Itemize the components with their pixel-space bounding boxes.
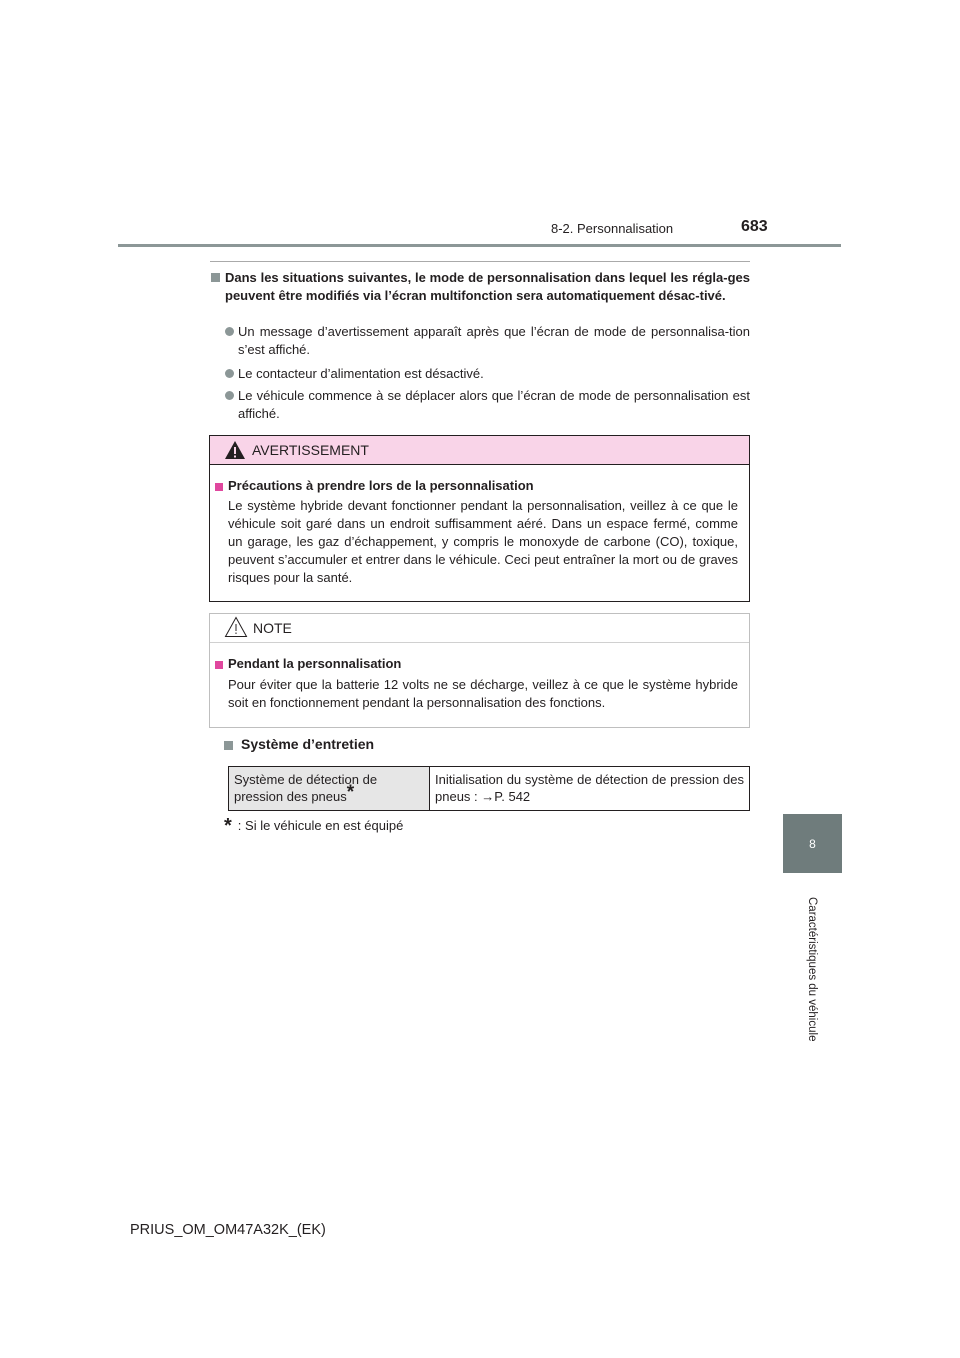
table-cell-label (229, 767, 430, 811)
warning-body: Le système hybride devant fonctionner pendant la personnalisation, veillez à ce que le véhicule soit garé dans un endroit suffisamment aéré. Dans un espace fermé, comme un garage, les gaz d’échappement, y compris le monoxyde de carbone (CO), toxique, peuvent s’accumuler et entrer dans le véhicule. Ceci peut entraîner la mort ou de graves risques pour la santé. (228, 498, 738, 585)
round-bullet-icon (225, 391, 234, 400)
page-number: 683 (741, 218, 768, 235)
warning-subheading-text: Précautions à prendre lors de la personnalisation (228, 478, 534, 493)
note-subheading-text: Pendant la personnalisation (228, 656, 402, 671)
list-item (225, 387, 750, 423)
deactivation-heading (211, 269, 750, 305)
table-description-text: Initialisation du système de détection de pression des pneus : →P. 542 (435, 772, 744, 804)
table-row (229, 767, 750, 811)
pink-square-bullet-icon (215, 661, 223, 669)
header-section-title: 8-2. Personnalisation (551, 221, 674, 236)
maintenance-heading (224, 736, 374, 752)
document-code: PRIUS_OM_OM47A32K_(EK) (130, 1222, 326, 1238)
maintenance-heading-text: Système d’entretien (241, 736, 375, 752)
list-item-text: Un message d’avertissement apparaît après que l’écran de mode de personnalisa-tion s’est affiché. (238, 324, 750, 357)
note-subheading (215, 656, 735, 671)
deactivation-heading-text: Dans les situations suivantes, le mode de personnalisation dans lequel les régla-ges peuvent être modifiés via l’écran multifonction sera automatiquement désac-tivé. (225, 270, 750, 303)
chapter-label: Caractéristiques du véhicule (806, 897, 818, 1042)
warning-triangle-icon (224, 440, 246, 460)
caution-outline-icon (224, 616, 248, 638)
table-cell-description (430, 767, 750, 811)
list-item-text: Le véhicule commence à se déplacer alors que l’écran de mode de personnalisation est affiché. (238, 388, 750, 421)
note-body: Pour éviter que la batterie 12 volts ne se décharge, veillez à ce que le système hybride soit en fonctionnement pendant la personnalisation des fonctions. (228, 677, 738, 710)
footnote-text: : Si le véhicule en est équipé (237, 818, 404, 833)
list-item (225, 323, 750, 359)
note-title: NOTE (253, 620, 292, 636)
list-item-text: Le contacteur d’alimentation est désactivé. (238, 366, 484, 381)
table-label-text: Système de détection de pression des pneus (234, 772, 378, 804)
footnote-asterisk: * (224, 815, 232, 837)
warning-title: AVERTISSEMENT (252, 442, 369, 458)
chapter-number: 8 (809, 836, 816, 851)
chapter-tab (783, 814, 842, 873)
section-rule (210, 261, 750, 262)
asterisk-mark: * (346, 782, 355, 803)
note-header-rule (210, 642, 749, 643)
warning-subheading (215, 478, 735, 493)
list-item (225, 365, 750, 383)
pink-square-bullet-icon (215, 483, 223, 491)
square-bullet-icon (224, 741, 233, 750)
round-bullet-icon (225, 369, 234, 378)
footnote (224, 815, 404, 837)
maintenance-table (228, 766, 750, 811)
square-bullet-icon (211, 273, 220, 282)
round-bullet-icon (225, 327, 234, 336)
header-rule (118, 244, 841, 247)
